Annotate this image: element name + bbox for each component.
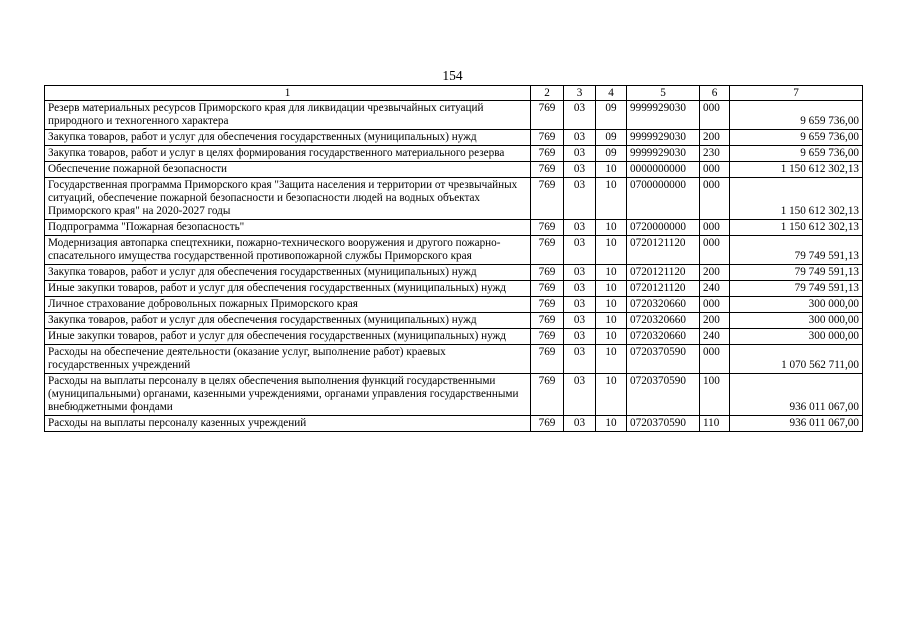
row-col4-cell: 09: [596, 146, 627, 162]
table-row: [45, 162, 863, 178]
row-col6-cell: 000: [700, 220, 730, 236]
row-col2-cell: 769: [531, 374, 564, 416]
row-sum-cell: 1 070 562 711,00: [730, 345, 863, 374]
row-col5-cell: 0720320660: [627, 329, 700, 345]
row-col3-cell: 03: [564, 236, 596, 265]
table-row: [45, 220, 863, 236]
row-col5-cell: 0720370590: [627, 374, 700, 416]
row-col6-cell: 000: [700, 178, 730, 220]
row-col4-cell: 10: [596, 178, 627, 220]
row-col5-cell: 0720000000: [627, 220, 700, 236]
row-col4-cell: 10: [596, 374, 627, 416]
row-name-cell: Личное страхование добровольных пожарных Приморского края: [45, 297, 531, 313]
row-name-cell: Модернизация автопарка спецтехники, пожарно-технического вооружения и другого пожарно-спасательного имущества государственной противопожарной службы Приморского края: [45, 236, 531, 265]
table-row: [45, 178, 863, 220]
row-col5-cell: 0000000000: [627, 162, 700, 178]
row-sum-cell: 936 011 067,00: [730, 416, 863, 432]
row-name-cell: Закупка товаров, работ и услуг для обеспечения государственных (муниципальных) нужд: [45, 313, 531, 329]
row-col3-cell: 03: [564, 146, 596, 162]
row-col4-cell: 10: [596, 162, 627, 178]
row-sum-cell: 300 000,00: [730, 313, 863, 329]
row-col5-cell: 0720320660: [627, 313, 700, 329]
row-col4-cell: 10: [596, 297, 627, 313]
row-name-cell: Закупка товаров, работ и услуг для обеспечения государственных (муниципальных) нужд: [45, 265, 531, 281]
row-col3-cell: 03: [564, 416, 596, 432]
row-col6-cell: 100: [700, 374, 730, 416]
row-col6-cell: 230: [700, 146, 730, 162]
header-col-2: 2: [531, 86, 564, 101]
row-name-cell: Иные закупки товаров, работ и услуг для обеспечения государственных (муниципальных) нужд: [45, 281, 531, 297]
row-col5-cell: 0720121120: [627, 265, 700, 281]
row-sum-cell: 300 000,00: [730, 297, 863, 313]
row-col6-cell: 000: [700, 345, 730, 374]
table-row: [45, 265, 863, 281]
row-col4-cell: 09: [596, 101, 627, 130]
row-col5-cell: 9999929030: [627, 101, 700, 130]
header-row: [45, 86, 863, 101]
table-row: [45, 329, 863, 345]
header-col-1: 1: [45, 86, 531, 101]
table-row: [45, 313, 863, 329]
row-name-cell: Закупка товаров, работ и услуг в целях формирования государственного материального резерва: [45, 146, 531, 162]
row-col4-cell: 10: [596, 416, 627, 432]
header-col-3: 3: [564, 86, 596, 101]
header-col-6: 6: [700, 86, 730, 101]
row-col2-cell: 769: [531, 220, 564, 236]
table-row: [45, 146, 863, 162]
row-sum-cell: 936 011 067,00: [730, 374, 863, 416]
row-col3-cell: 03: [564, 281, 596, 297]
table-body: [45, 101, 863, 432]
row-sum-cell: 1 150 612 302,13: [730, 162, 863, 178]
row-col6-cell: 200: [700, 265, 730, 281]
row-col2-cell: 769: [531, 178, 564, 220]
row-col6-cell: 000: [700, 162, 730, 178]
header-col-7: 7: [730, 86, 863, 101]
page-number: 154: [442, 68, 463, 83]
row-col4-cell: 10: [596, 313, 627, 329]
row-col4-cell: 10: [596, 345, 627, 374]
table-row: [45, 374, 863, 416]
row-col6-cell: 200: [700, 313, 730, 329]
row-col4-cell: 10: [596, 236, 627, 265]
row-sum-cell: 79 749 591,13: [730, 265, 863, 281]
row-sum-cell: 9 659 736,00: [730, 146, 863, 162]
row-sum-cell: 9 659 736,00: [730, 101, 863, 130]
row-col5-cell: 0700000000: [627, 178, 700, 220]
row-sum-cell: 300 000,00: [730, 329, 863, 345]
row-sum-cell: 79 749 591,13: [730, 236, 863, 265]
row-sum-cell: 1 150 612 302,13: [730, 220, 863, 236]
row-col5-cell: 0720121120: [627, 281, 700, 297]
row-col2-cell: 769: [531, 236, 564, 265]
row-col6-cell: 000: [700, 236, 730, 265]
row-col6-cell: 200: [700, 130, 730, 146]
row-col6-cell: 110: [700, 416, 730, 432]
row-col3-cell: 03: [564, 178, 596, 220]
row-col6-cell: 000: [700, 297, 730, 313]
table-row: [45, 297, 863, 313]
row-col4-cell: 10: [596, 220, 627, 236]
row-col2-cell: 769: [531, 265, 564, 281]
row-name-cell: Расходы на обеспечение деятельности (оказание услуг, выполнение работ) краевых государственных учреждений: [45, 345, 531, 374]
row-col4-cell: 10: [596, 329, 627, 345]
row-col5-cell: 0720370590: [627, 345, 700, 374]
row-name-cell: Подпрограмма "Пожарная безопасность": [45, 220, 531, 236]
row-col3-cell: 03: [564, 101, 596, 130]
row-name-cell: Государственная программа Приморского края "Защита населения и территории от чрезвычайных ситуаций, обеспечение пожарной безопасности и безопасности людей на водных объектах Приморского края" на 2020-2027 годы: [45, 178, 531, 220]
row-col2-cell: 769: [531, 345, 564, 374]
row-col2-cell: 769: [531, 130, 564, 146]
row-col2-cell: 769: [531, 416, 564, 432]
table-row: [45, 130, 863, 146]
row-col3-cell: 03: [564, 345, 596, 374]
row-col4-cell: 10: [596, 265, 627, 281]
row-col3-cell: 03: [564, 329, 596, 345]
row-sum-cell: 9 659 736,00: [730, 130, 863, 146]
row-col6-cell: 240: [700, 329, 730, 345]
row-col3-cell: 03: [564, 220, 596, 236]
row-col4-cell: 09: [596, 130, 627, 146]
table-row: [45, 236, 863, 265]
header-col-5: 5: [627, 86, 700, 101]
row-sum-cell: 1 150 612 302,13: [730, 178, 863, 220]
row-col5-cell: 9999929030: [627, 130, 700, 146]
table-header: [45, 86, 863, 101]
row-sum-cell: 79 749 591,13: [730, 281, 863, 297]
row-name-cell: Резерв материальных ресурсов Приморского края для ликвидации чрезвычайных ситуаций природного и техногенного характера: [45, 101, 531, 130]
row-col2-cell: 769: [531, 101, 564, 130]
row-col5-cell: 0720320660: [627, 297, 700, 313]
row-name-cell: Закупка товаров, работ и услуг для обеспечения государственных (муниципальных) нужд: [45, 130, 531, 146]
table-row: [45, 281, 863, 297]
table-row: [45, 101, 863, 130]
table-row: [45, 345, 863, 374]
budget-table: [44, 85, 863, 432]
row-col2-cell: 769: [531, 281, 564, 297]
row-col5-cell: 0720121120: [627, 236, 700, 265]
row-col2-cell: 769: [531, 297, 564, 313]
row-name-cell: Расходы на выплаты персоналу казенных учреждений: [45, 416, 531, 432]
row-col2-cell: 769: [531, 329, 564, 345]
row-name-cell: Расходы на выплаты персоналу в целях обеспечения выполнения функций государственными (муниципальными) органами, казенными учреждениями, органами управления государственными внебюджетными фондами: [45, 374, 531, 416]
row-col3-cell: 03: [564, 313, 596, 329]
row-col4-cell: 10: [596, 281, 627, 297]
row-col6-cell: 000: [700, 101, 730, 130]
row-col2-cell: 769: [531, 146, 564, 162]
row-name-cell: Обеспечение пожарной безопасности: [45, 162, 531, 178]
row-col5-cell: 9999929030: [627, 146, 700, 162]
row-col3-cell: 03: [564, 297, 596, 313]
header-col-4: 4: [596, 86, 627, 101]
row-col3-cell: 03: [564, 265, 596, 281]
table-row: [45, 416, 863, 432]
row-col3-cell: 03: [564, 162, 596, 178]
row-col2-cell: 769: [531, 313, 564, 329]
row-col2-cell: 769: [531, 162, 564, 178]
row-col6-cell: 240: [700, 281, 730, 297]
row-name-cell: Иные закупки товаров, работ и услуг для обеспечения государственных (муниципальных) нужд: [45, 329, 531, 345]
row-col3-cell: 03: [564, 130, 596, 146]
row-col5-cell: 0720370590: [627, 416, 700, 432]
row-col3-cell: 03: [564, 374, 596, 416]
